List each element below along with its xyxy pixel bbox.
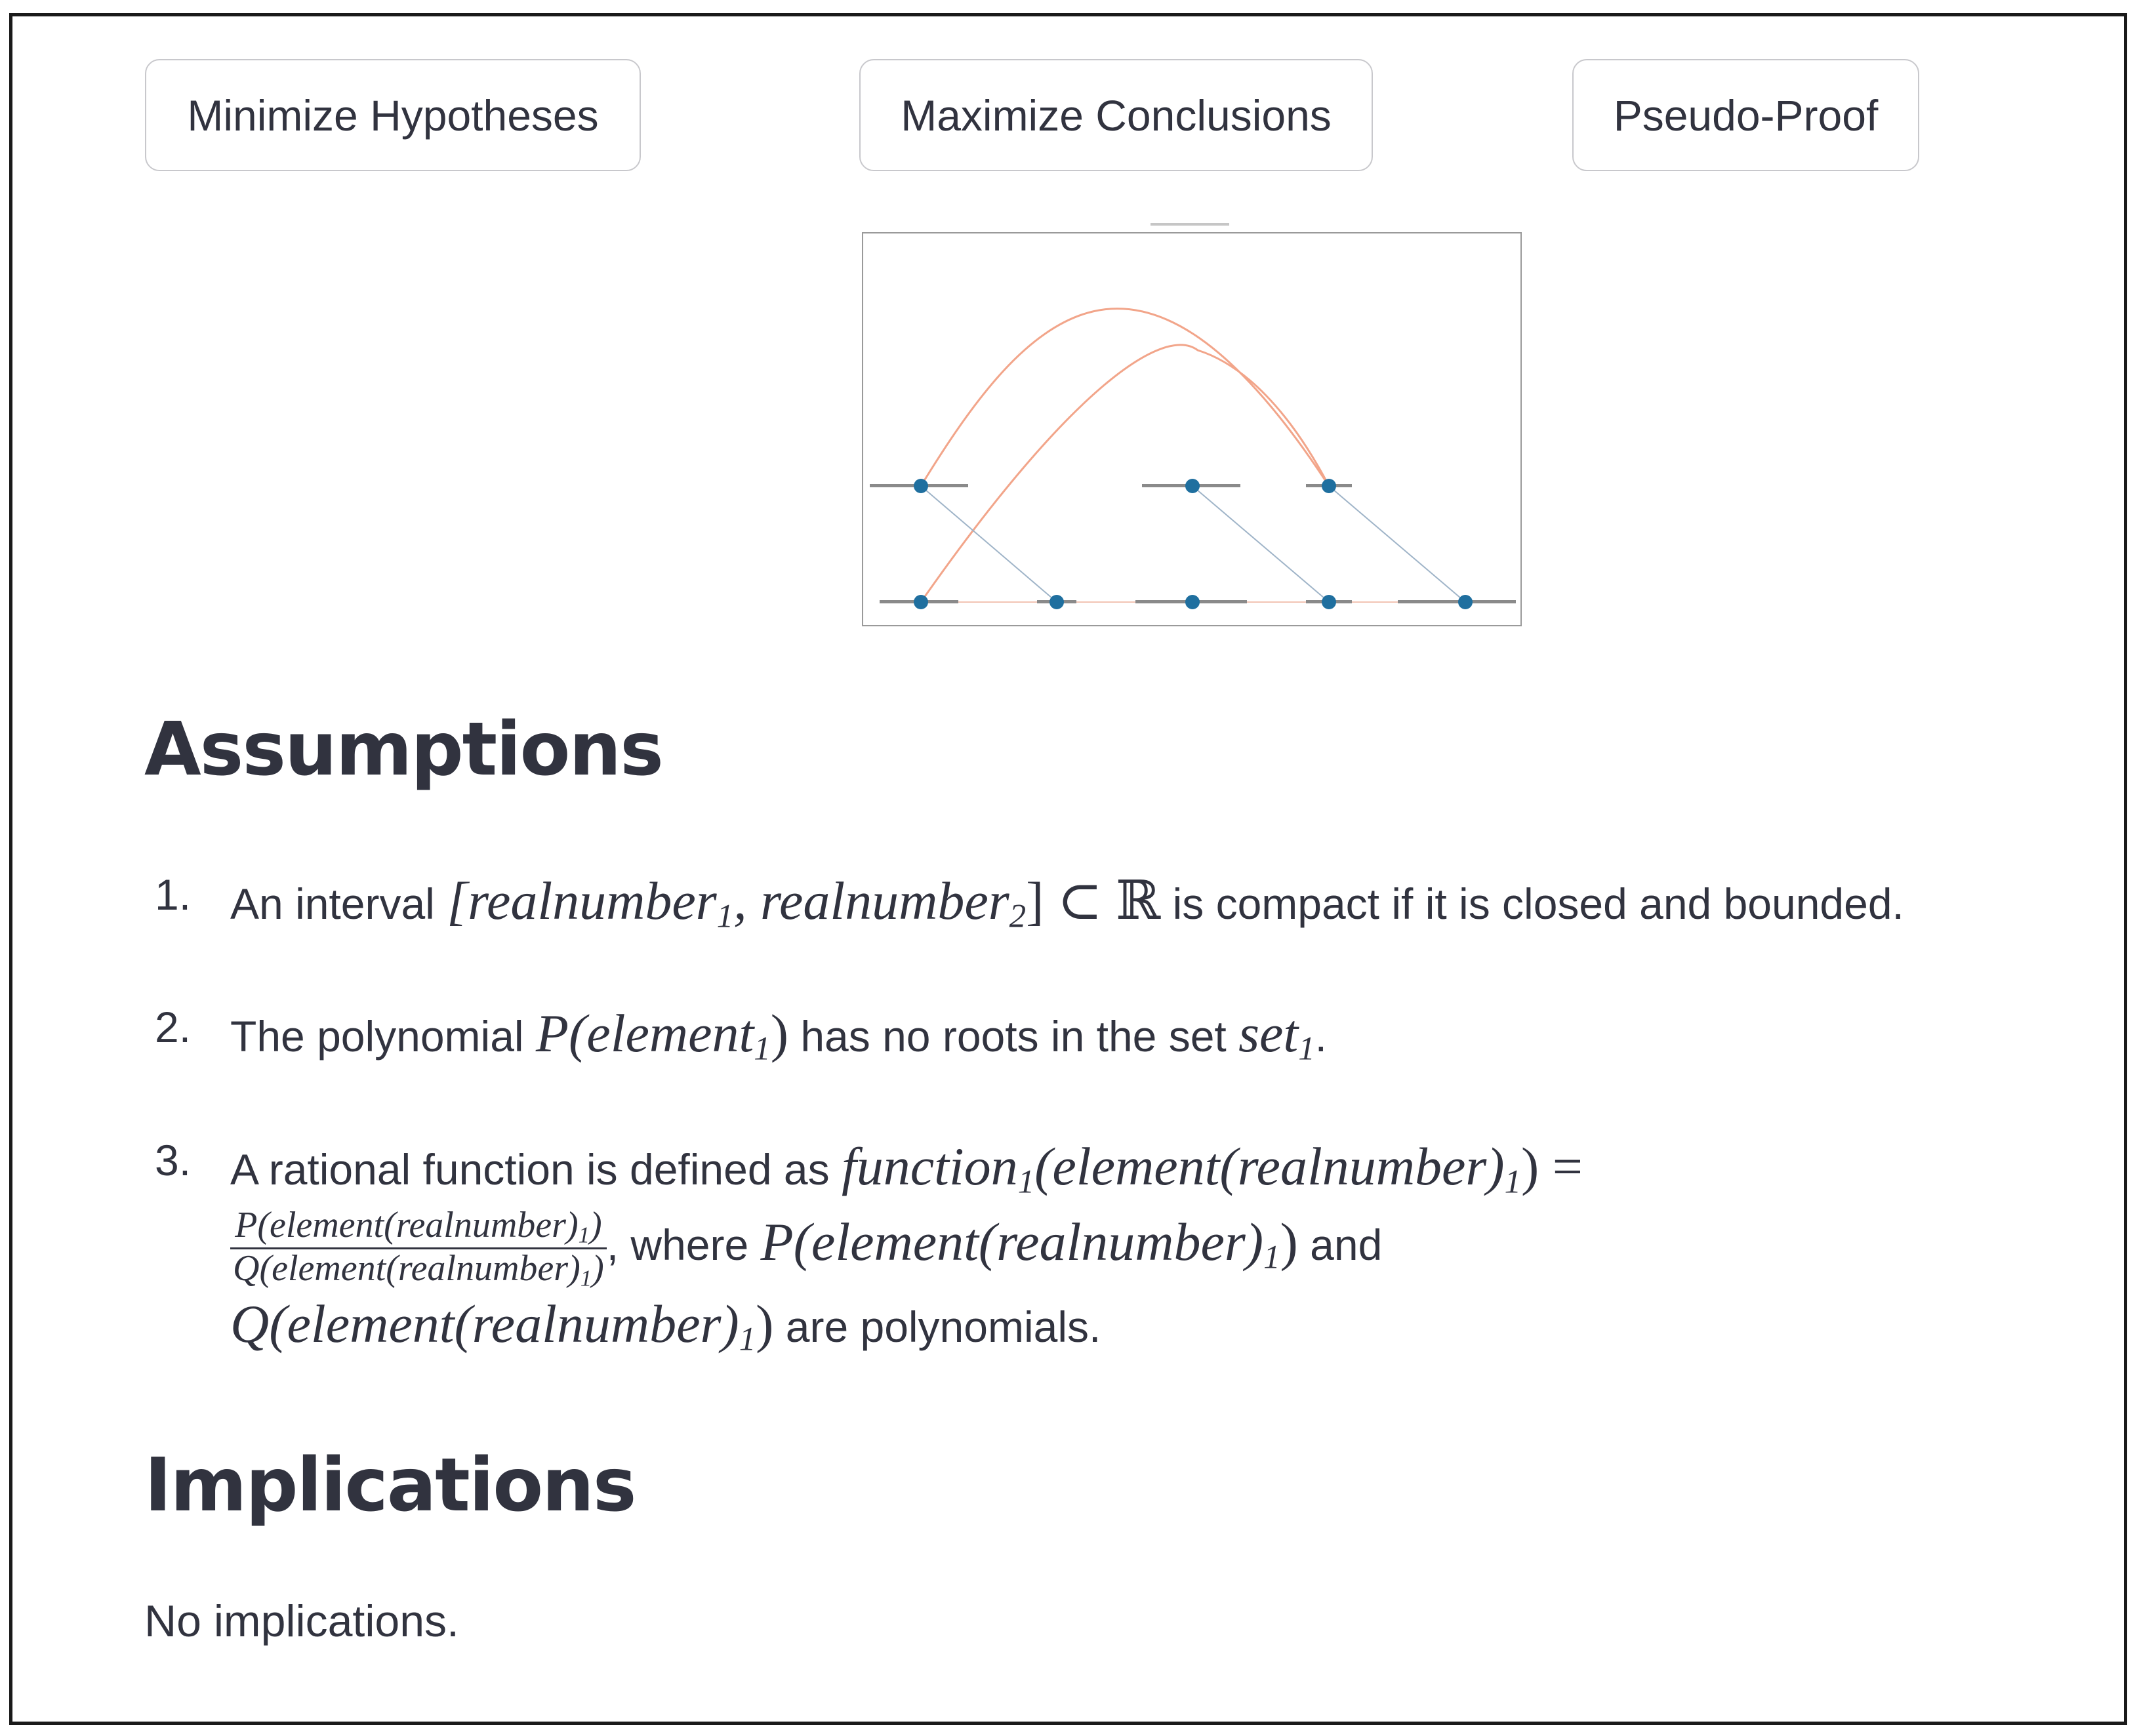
graph-edge — [1192, 486, 1329, 602]
graph-edge — [921, 345, 1329, 602]
list-number: 3. — [155, 1136, 192, 1184]
implications-text: No implications. — [144, 1596, 459, 1646]
assumption-text: The polynomial P(element$_1$) has no roots in the set set$_1$. — [230, 1003, 1327, 1067]
hypothesis-graph — [862, 232, 1522, 626]
maximize-conclusions-button[interactable]: Maximize Conclusions — [859, 59, 1373, 171]
minimize-hypotheses-button[interactable]: Minimize Hypotheses — [145, 59, 641, 171]
graph-node — [1322, 595, 1336, 609]
graph-node — [1049, 595, 1064, 609]
pseudo-proof-button[interactable]: Pseudo-Proof — [1572, 59, 1919, 171]
implications-heading: Implications — [144, 1443, 636, 1528]
graph-title-placeholder — [862, 220, 1522, 230]
graph-node — [914, 479, 928, 493]
graph-node — [914, 595, 928, 609]
graph-node — [1185, 479, 1200, 493]
graph-node — [1322, 479, 1336, 493]
assumption-text: An interval [realnumber$_1$, realnumber$_2$] ⊂ ℝ is compact if it is closed and bounded. — [230, 871, 1904, 935]
assumptions-heading: Assumptions — [144, 707, 662, 792]
fraction: $\frac{P(element(realnumber)_1)}{Q(element(realnumber)_1)}$ — [230, 1206, 607, 1291]
graph-canvas — [863, 233, 1520, 625]
list-number: 1. — [155, 870, 192, 919]
graph-node — [1458, 595, 1473, 609]
graph-edge — [921, 486, 1057, 602]
node-label — [1398, 600, 1516, 603]
list-number: 2. — [155, 1003, 192, 1051]
assumption-text: A rational function is defined as $function_1(element(realnumber)_1)$ = $\frac{P(element(realnumber)_1)}{Q(element(realnumber)_1)}$ , where $P(element(realnumber)_1)$ and $Q(element(realnumber)_1)$ are polynomials. — [230, 1137, 1583, 1358]
graph-edge — [1329, 486, 1465, 602]
graph-node — [1185, 595, 1200, 609]
